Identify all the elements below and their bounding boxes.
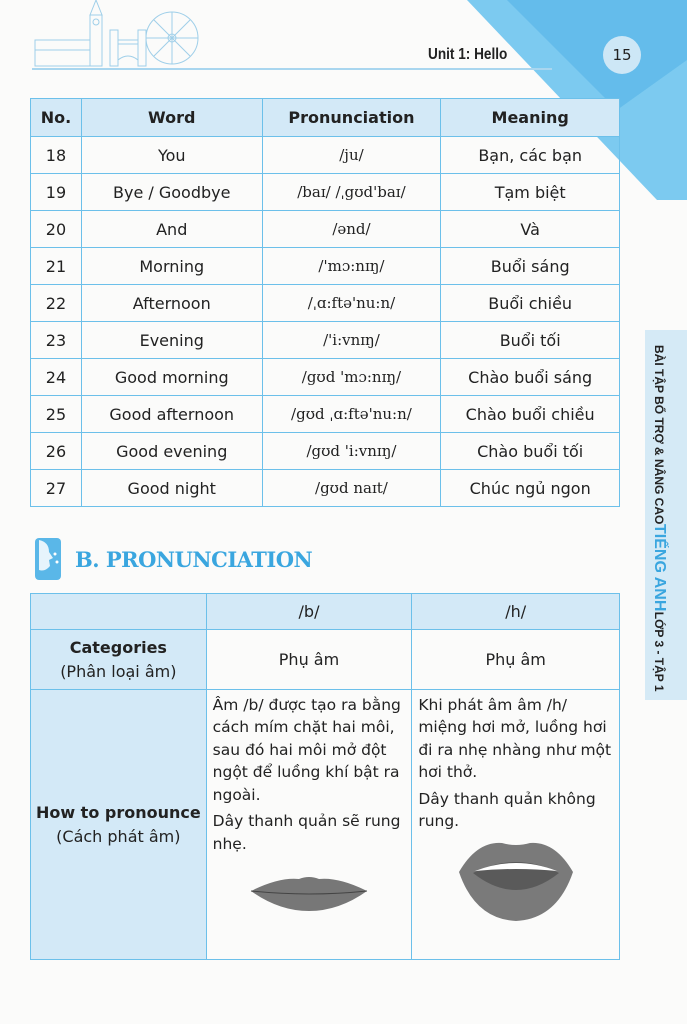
how-to-pronounce-row: [31, 690, 620, 960]
table-row: [31, 470, 620, 507]
cell-pronunciation: /gʊd 'i:vnɪŋ/: [262, 433, 441, 470]
speaking-face-icon: [35, 538, 61, 580]
cell-no: 24: [31, 359, 82, 396]
cell-meaning: Tạm biệt: [441, 174, 620, 211]
cell-word: Evening: [81, 322, 262, 359]
open-mouth-image: [457, 837, 575, 922]
table-row: [31, 211, 620, 248]
cell-word: Good afternoon: [81, 396, 262, 433]
cell-pronunciation: /ju/: [262, 137, 441, 174]
how-label-cell: [31, 690, 207, 960]
cell-pronunciation: /baɪ/ /ˌgʊd'baɪ/: [262, 174, 441, 211]
cell-pronunciation: /ˌɑ:ftə'nu:n/: [262, 285, 441, 322]
column-header-no: No.: [31, 99, 82, 137]
cell-meaning: Và: [441, 211, 620, 248]
cell-no: 26: [31, 433, 82, 470]
table-row: [31, 396, 620, 433]
cell-no: 23: [31, 322, 82, 359]
unit-title: Unit 1: Hello: [428, 46, 508, 63]
cell-word: Good night: [81, 470, 262, 507]
cell-pronunciation: /'mɔ:nɪŋ/: [262, 248, 441, 285]
table-row: [31, 137, 620, 174]
side-banner-part2: LỚP 3 - TẬP 1: [652, 611, 666, 692]
table-row: [31, 174, 620, 211]
cell-word: You: [81, 137, 262, 174]
sound-header-b: /b/: [206, 594, 412, 630]
cell-no: 27: [31, 470, 82, 507]
london-skyline-illustration: [30, 0, 210, 68]
cell-meaning: Bạn, các bạn: [441, 137, 620, 174]
page-number: 15: [603, 36, 641, 74]
cell-pronunciation: /gʊd naɪt/: [262, 470, 441, 507]
cell-no: 18: [31, 137, 82, 174]
vocabulary-table: [30, 98, 620, 507]
categories-sublabel: (Phân loại âm): [60, 661, 177, 681]
cell-meaning: Chào buổi sáng: [441, 359, 620, 396]
cell-no: 21: [31, 248, 82, 285]
table-header-row: [31, 99, 620, 137]
side-banner-part1: BÀI TẬP BỔ TRỢ & NÂNG CAO: [652, 345, 666, 525]
sound-header-h: /h/: [412, 594, 620, 630]
categories-label-cell: [31, 630, 207, 690]
cell-word: Good morning: [81, 359, 262, 396]
cell-no: 25: [31, 396, 82, 433]
empty-header-cell: [31, 594, 207, 630]
table-row: [31, 322, 620, 359]
side-banner-highlight: TIẾNG ANH: [651, 524, 668, 612]
cell-pronunciation: /'i:vnɪŋ/: [262, 322, 441, 359]
cell-meaning: Chúc ngủ ngon: [441, 470, 620, 507]
cell-meaning: Buổi tối: [441, 322, 620, 359]
column-header-pronunciation: Pronunciation: [262, 99, 441, 137]
how-h-cell: [412, 690, 620, 960]
side-banner-text: [650, 345, 668, 692]
cell-word: Afternoon: [81, 285, 262, 322]
cell-meaning: Chào buổi tối: [441, 433, 620, 470]
cell-word: Bye / Goodbye: [81, 174, 262, 211]
cell-word: Morning: [81, 248, 262, 285]
closed-lips-image: [249, 873, 369, 913]
cell-meaning: Buổi sáng: [441, 248, 620, 285]
cell-pronunciation: /gʊd ˌɑ:ftə'nu:n/: [262, 396, 441, 433]
how-h-voicing: Dây thanh quản không rung.: [418, 789, 596, 831]
header-divider: [32, 68, 552, 70]
cell-meaning: Chào buổi chiều: [441, 396, 620, 433]
table-row: [31, 359, 620, 396]
column-header-meaning: Meaning: [441, 99, 620, 137]
cell-no: 19: [31, 174, 82, 211]
table-header-row: [31, 594, 620, 630]
how-h-text: Khi phát âm âm /h/ miệng hơi mở, luồng hơi đi ra nhẹ nhàng như một hơi thở.: [418, 696, 612, 782]
cell-pronunciation: /ənd/: [262, 211, 441, 248]
category-b: Phụ âm: [206, 630, 412, 690]
cell-word: And: [81, 211, 262, 248]
how-b-text: Âm /b/ được tạo ra bằng cách mím chặt hai môi, sau đó hai môi mở đột ngột để luồng khí bật ra ngoài.: [212, 696, 401, 804]
how-label: How to pronounce: [35, 802, 201, 822]
pronunciation-table: [30, 593, 620, 960]
cell-word: Good evening: [81, 433, 262, 470]
cell-no: 20: [31, 211, 82, 248]
category-h: Phụ âm: [412, 630, 620, 690]
how-b-voicing: Dây thanh quản sẽ rung nhẹ.: [212, 812, 401, 853]
section-heading: [35, 538, 312, 580]
table-row: [31, 433, 620, 470]
table-row: [31, 285, 620, 322]
how-sublabel: (Cách phát âm): [56, 826, 181, 846]
cell-pronunciation: /gʊd 'mɔ:nɪŋ/: [262, 359, 441, 396]
section-title: B. PRONUNCIATION: [75, 546, 313, 572]
cell-no: 22: [31, 285, 82, 322]
categories-label: Categories: [69, 637, 167, 657]
categories-row: [31, 630, 620, 690]
column-header-word: Word: [81, 99, 262, 137]
cell-meaning: Buổi chiều: [441, 285, 620, 322]
table-row: [31, 248, 620, 285]
how-b-cell: [206, 690, 412, 960]
